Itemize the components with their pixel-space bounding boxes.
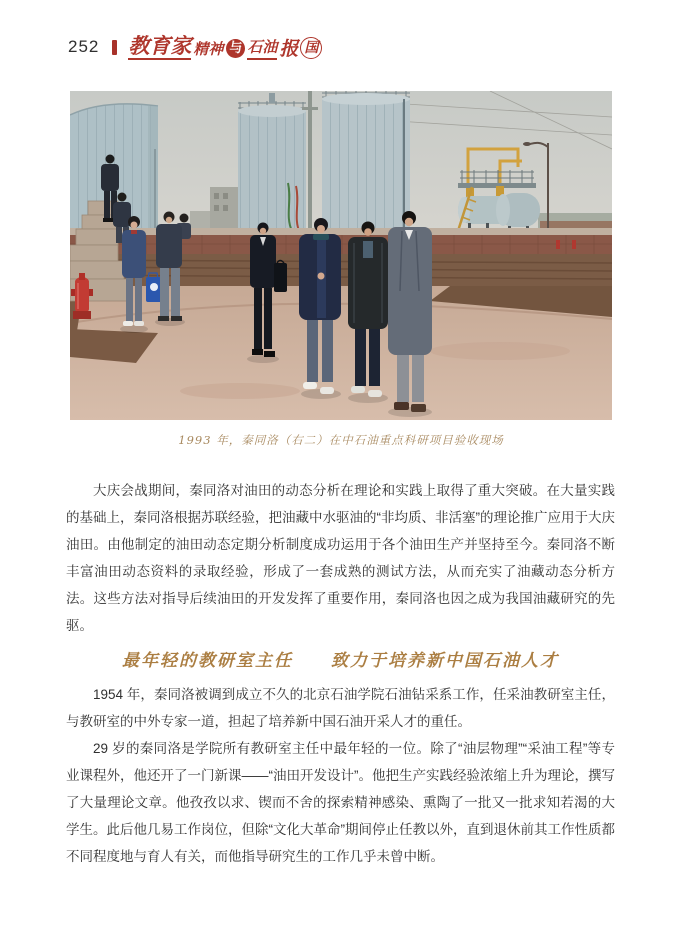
paragraph-3: 29 岁的秦同洛是学院所有教研室主任中最年轻的一位。除了“油层物理”“采油工程”等专业课程外，他还开了一门新课——“油田开发设计”。他把生产实践经验浓缩上升为理论，撰写了大量理论文章。他孜孜以求、锲而不舍的探索精神感染、熏陶了一批又一批求知若渴的大学生。此后他几易工作岗位，但除“文化大革命”期间停止任教以外，直到退休前其工作性质都不同程度地与育人有关，而他指导研究生的工作几乎未曾中断。 [66, 741, 615, 864]
logo-text-serve: 报 [279, 37, 299, 60]
photo-caption: 1993 年，秦同洛（右二）在中石油重点科研项目验收现场 [178, 433, 504, 447]
page-number: 252 [68, 37, 100, 56]
logo-text-spirit: 精神 [193, 39, 224, 58]
article-body [66, 477, 615, 870]
paragraph-1: 大庆会战期间，秦同洛对油田的动态分析在理论和实践上取得了重大突破。在大量实践的基础上，秦同洛根据苏联经验，把油藏中水驱油的“非均质、非活塞”的理论推广应用于大庆油田。由他制定的油田动态定期分析制度成功运用于各个油田生产并坚持至今。秦同洛不断丰富油田动态资料的录取经验，形成了一套成熟的测试方法，从而充实了油藏动态分析方法。这些方法对指导后续油田的开发发挥了重要作用，秦同洛也因之成为我国油藏研究的先驱。 [66, 483, 615, 633]
logo-circled-guo: 国 [300, 37, 322, 59]
blue-plastic-bag [146, 273, 162, 302]
journal-logo [128, 32, 322, 60]
logo-circle-yu: 与 [226, 39, 245, 58]
paragraph-2: 1954 年，秦同洛被调到成立不久的北京石油学院石油钻采系工作，任采油教研室主任，与教研室的中外专家一道，担起了培养新中国石油开采人才的重任。 [66, 687, 615, 729]
header-divider-bar [112, 40, 117, 55]
briefcase [274, 261, 287, 293]
storage-tank-large [322, 91, 410, 234]
logo-text-educator: 教育家 [128, 32, 192, 58]
storage-tank-middle [238, 93, 306, 234]
section-heading: 最年轻的教研室主任 致力于培养新中国石油人才 [122, 651, 559, 671]
photo-oilfield-visit [70, 91, 612, 420]
photo-figure [70, 91, 612, 420]
page-header [68, 34, 620, 60]
logo-text-petroleum: 石油 [247, 40, 277, 60]
